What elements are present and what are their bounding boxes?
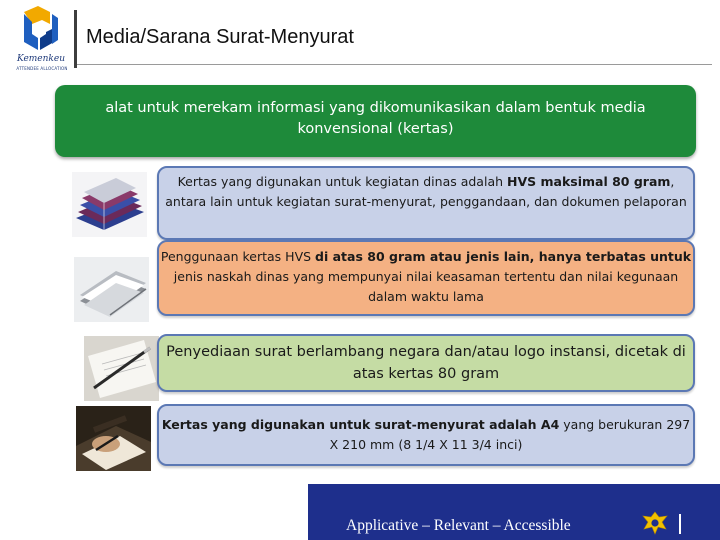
paper-and-pen-image <box>84 336 159 401</box>
info-box-text: Penggunaan kertas HVS <box>160 249 316 264</box>
garuda-emblem-icon <box>640 509 670 537</box>
info-box-text: Penyediaan surat berlambang negara dan/atau logo instansi, dicetak di atas kertas 80 gram <box>166 344 686 382</box>
info-box-text: jenis naskah dinas yang mempunyai nilai keasaman tertentu dan nilai kegunaan dalam waktu lama <box>173 269 679 304</box>
info-box-emblem-paper <box>157 334 695 392</box>
footer-divider <box>679 514 681 534</box>
info-box-bold-text: di atas 80 gram atau jenis lain, hanya terbatas untuk <box>315 249 692 264</box>
info-box-a4-size <box>157 404 695 466</box>
header-rule <box>77 64 712 65</box>
info-box-bold-text: Kertas yang digunakan untuk surat-menyurat adalah A4 <box>161 417 560 432</box>
info-box-text: Kertas yang digunakan untuk kegiatan dinas adalah <box>177 174 508 189</box>
info-box-text: , antara lain untuk kegiatan surat-menyurat, penggandaan, dan dokumen pelaporan <box>165 174 687 209</box>
definition-banner: alat untuk merekam informasi yang dikomunikasikan dalam bentuk media konvensional (kertas) <box>55 85 696 157</box>
info-box-text: yang berukuran 297 X 210 mm (8 1/4 X 11 3/4 inci) <box>329 417 691 452</box>
info-box-hvs-weight <box>157 166 695 240</box>
logo-wordmark: Kemenkeu <box>16 54 66 64</box>
paper-tray-image <box>74 257 149 322</box>
page-title: Media/Sarana Surat-Menyurat <box>86 26 354 48</box>
info-box-hvs-heavy <box>157 240 695 316</box>
info-box-bold-text: HVS maksimal 80 gram <box>507 174 671 189</box>
header-divider <box>74 10 77 68</box>
footer-tagline: Applicative – Relevant – Accessible <box>346 517 571 534</box>
logo-tagline: ATTENDEE ALLOCATION <box>16 66 68 71</box>
signing-document-image <box>76 406 151 471</box>
stacked-books-image <box>72 172 147 237</box>
